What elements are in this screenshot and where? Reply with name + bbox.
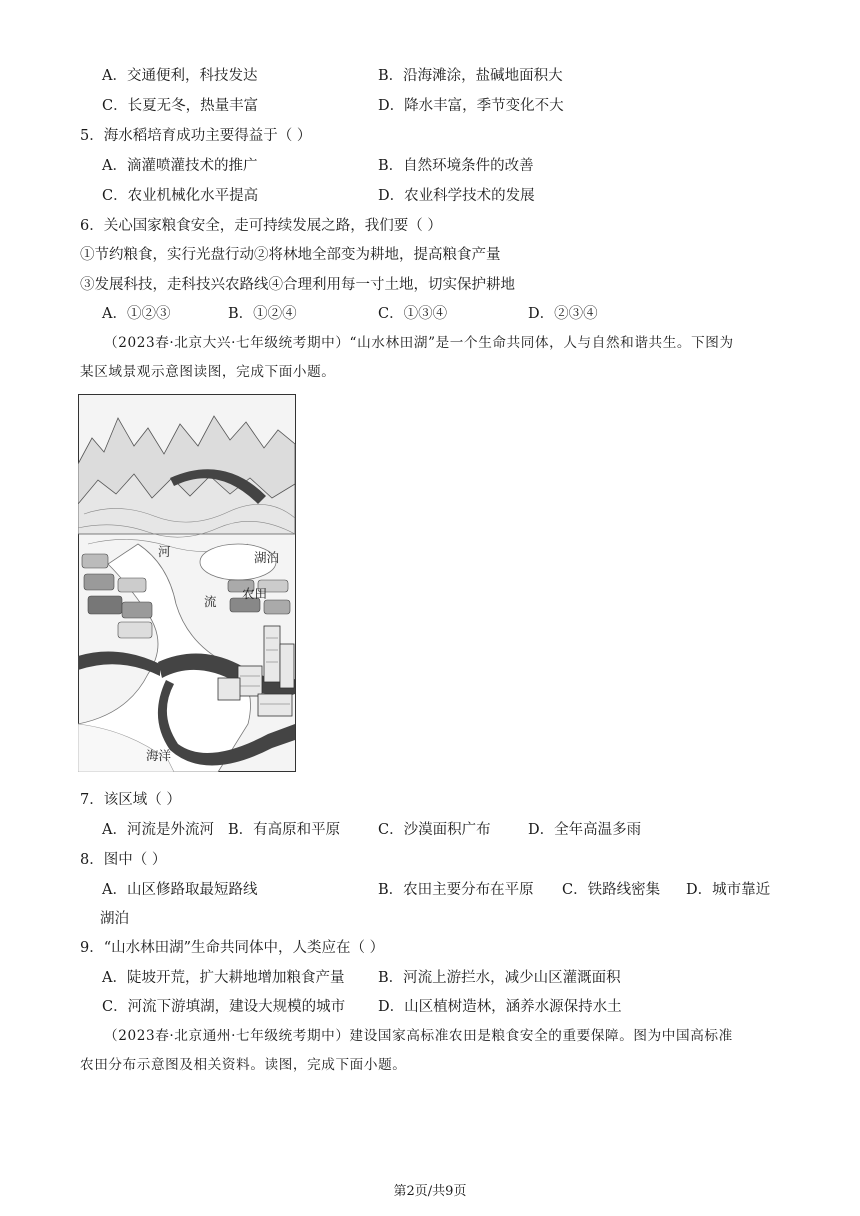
q9-option-b: B．河流上游拦水，减少山区灌溉面积 xyxy=(378,970,621,986)
passage1-line1: （2023春·北京大兴·七年级统考期中）“山水林田湖”是一个生命共同体，人与自然和谐共生。下图为 xyxy=(104,335,734,351)
label-river-2: 流 xyxy=(204,594,217,609)
q4-option-c: C．长夏无冬，热量丰富 xyxy=(102,98,259,114)
q8-option-a: A．山区修路取最短路线 xyxy=(102,882,258,898)
q6-stem: 6．关心国家粮食安全，走可持续发展之路，我们要（ ） xyxy=(80,218,442,234)
q8-option-b: B．农田主要分布在平原 xyxy=(378,882,534,898)
passage2-line2: 农田分布示意图及相关资料。读图，完成下面小题。 xyxy=(80,1057,407,1073)
q6-option-d: D．②③④ xyxy=(528,306,598,322)
landscape-figure xyxy=(78,394,296,772)
q9-option-d: D．山区植树造林，涵养水源保持水土 xyxy=(378,999,622,1015)
q6-statements-line1: ①节约粮食，实行光盘行动②将林地全部变为耕地，提高粮食产量 xyxy=(80,247,501,263)
passage2-line1: （2023春·北京通州·七年级统考期中）建设国家高标准农田是粮食安全的重要保障。图为中国高标准 xyxy=(104,1028,733,1044)
q5-stem: 5．海水稻培育成功主要得益于（ ） xyxy=(80,128,312,144)
q7-stem: 7．该区域（ ） xyxy=(80,792,181,808)
q8-option-c: C．铁路线密集 xyxy=(562,882,661,898)
q7-option-a: A．河流是外流河 xyxy=(102,822,214,838)
q6-statements-line2: ③发展科技，走科技兴农路线④合理利用每一寸土地，切实保护耕地 xyxy=(80,277,515,293)
q4-option-b: B．沿海滩涂，盐碱地面积大 xyxy=(378,68,563,84)
q9-stem: 9．“山水林田湖”生命共同体中，人类应在（ ） xyxy=(80,940,385,956)
q7-option-d: D．全年高温多雨 xyxy=(528,822,642,838)
q6-option-b: B．①②④ xyxy=(228,306,297,322)
q5-option-c: C．农业机械化水平提高 xyxy=(102,188,259,204)
q6-option-a: A．①②③ xyxy=(102,306,171,322)
passage1-line2: 某区域景观示意图读图，完成下面小题。 xyxy=(80,364,336,380)
q7-option-b: B．有高原和平原 xyxy=(228,822,341,838)
q5-option-b: B．自然环境条件的改善 xyxy=(378,158,534,174)
q9-option-c: C．河流下游填湖，建设大规模的城市 xyxy=(102,999,346,1015)
q8-option-d: D．城市靠近 xyxy=(686,882,771,898)
q6-option-c: C．①③④ xyxy=(378,306,448,322)
q7-option-c: C．沙漠面积广布 xyxy=(378,822,491,838)
q8-stem: 8．图中（ ） xyxy=(80,852,167,868)
q4-option-a: A．交通便利，科技发达 xyxy=(102,68,258,84)
landscape-illustration xyxy=(78,394,296,772)
q4-option-d: D．降水丰富，季节变化不大 xyxy=(378,98,564,114)
label-lake: 湖泊 xyxy=(254,550,280,565)
q5-option-a: A．滴灌喷灌技术的推广 xyxy=(102,158,258,174)
label-ocean: 海洋 xyxy=(146,748,172,763)
q9-option-a: A．陡坡开荒，扩大耕地增加粮食产量 xyxy=(102,970,345,986)
q5-option-d: D．农业科学技术的发展 xyxy=(378,188,535,204)
label-farmland: 农田 xyxy=(242,586,268,601)
page-number-footer: 第2页/共9页 xyxy=(393,1184,467,1199)
label-river-1: 河 xyxy=(158,544,171,559)
q8-option-d-continued: 湖泊 xyxy=(100,911,129,927)
